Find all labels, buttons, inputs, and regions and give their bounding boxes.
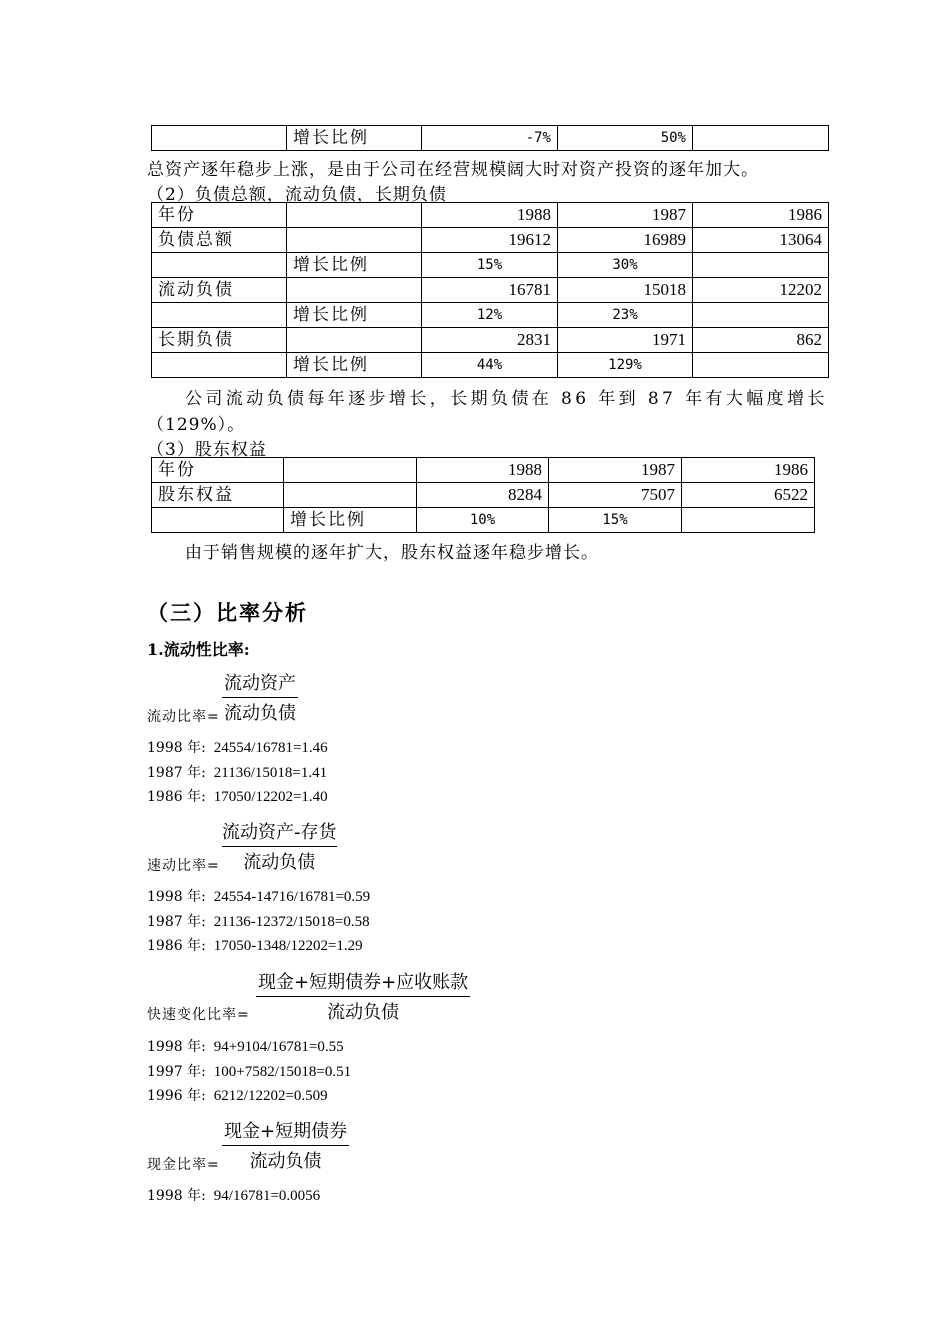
table-cell: 8284: [417, 483, 549, 508]
calculation-year: 1998 年:: [147, 1188, 206, 1204]
table-cell: 30%: [558, 253, 693, 278]
table-cell: 44%: [422, 353, 558, 378]
table-cell: 增长比例: [284, 508, 417, 533]
table-cell: [284, 483, 417, 508]
table-cell: [287, 228, 422, 253]
table-cell: 129%: [558, 353, 693, 378]
calculation-year: 1996 年:: [147, 1088, 206, 1104]
table-cell: 1988: [422, 203, 558, 228]
table-cell: [693, 126, 829, 151]
table-cell: 16781: [422, 278, 558, 303]
calculation-year: 1998 年:: [147, 889, 206, 905]
table-cell: [287, 203, 422, 228]
table-row: [152, 483, 815, 508]
calculation-line: [147, 1061, 351, 1081]
calculation-line: [147, 762, 327, 782]
table-row: [152, 508, 815, 533]
table-cell: [287, 328, 422, 353]
calculation-year: 1986 年:: [147, 789, 206, 805]
calculation-year: 1986 年:: [147, 938, 206, 954]
liabilities-heading: （2）负债总额，流动负债，长期负债: [147, 185, 447, 205]
calculation-value: 24554/16781=1.46: [213, 740, 328, 756]
table-cell: 6522: [682, 483, 815, 508]
calculation-line: [147, 911, 370, 931]
calculation-year: 1987 年:: [147, 764, 206, 781]
fraction-denominator: 流动负债: [327, 1002, 400, 1023]
calculation-year: 1997 年:: [147, 1063, 206, 1080]
quick-ratio-label: 速动比率=: [147, 858, 220, 874]
current-ratio-fraction: [222, 669, 298, 725]
table-cell: 年份: [152, 203, 287, 228]
table-cell: [152, 353, 287, 378]
fraction-denominator: 流动负债: [249, 1151, 322, 1172]
table-cell: 16989: [558, 228, 693, 253]
table-cell: 15%: [549, 508, 682, 533]
table-cell: 12%: [422, 303, 558, 328]
fraction-numerator: 流动资产: [222, 669, 298, 698]
table-cell: 1971: [558, 328, 693, 353]
table-cell: -7%: [422, 126, 558, 151]
table-cell: 增长比例: [287, 303, 422, 328]
table-row: [152, 278, 829, 303]
table-cell: 股东权益: [152, 483, 284, 508]
calculation-value: 17050/12202=1.40: [213, 789, 328, 805]
table-cell: 增长比例: [287, 253, 422, 278]
table-cell: 10%: [417, 508, 549, 533]
subsection-title: 1.流动性比率:: [147, 640, 250, 659]
calculation-line: [147, 1036, 344, 1056]
equity-paragraph: 由于销售规模的逐年扩大，股东权益逐年稳步增长。: [185, 543, 599, 563]
calculation-year: 1987 年:: [147, 913, 206, 930]
fraction-numerator: 现金+短期债券: [222, 1117, 349, 1146]
table-row: [152, 328, 829, 353]
table-cell: [693, 253, 829, 278]
calculation-year: 1998 年:: [147, 740, 206, 756]
table-row: [152, 458, 815, 483]
table-cell: [693, 303, 829, 328]
liabilities-paragraph-line1: 公司流动负债每年逐步增长，长期负债在 86 年到 87 年有大幅度增长: [185, 389, 828, 409]
calculation-value: 6212/12202=0.509: [213, 1088, 328, 1104]
table-cell: 1988: [417, 458, 549, 483]
table-cell: [152, 126, 287, 151]
cash-ratio-fraction: [222, 1117, 349, 1173]
table-cell: 50%: [558, 126, 693, 151]
equity-table: [151, 457, 815, 533]
table-cell: 12202: [693, 278, 829, 303]
table-cell: 23%: [558, 303, 693, 328]
quick-ratio-fraction: [222, 818, 337, 874]
table-row: [152, 203, 829, 228]
calculation-line: [147, 786, 328, 806]
fast-ratio-fraction: [256, 968, 470, 1024]
table-cell: 增长比例: [287, 126, 422, 151]
table-cell: [152, 303, 287, 328]
table-cell: 7507: [549, 483, 682, 508]
table-row: [152, 253, 829, 278]
calculation-value: 100+7582/15018=0.51: [213, 1063, 352, 1080]
table-cell: 增长比例: [287, 353, 422, 378]
calculation-value: 94/16781=0.0056: [213, 1188, 321, 1204]
calculation-line: [147, 1185, 320, 1205]
calculation-line: [147, 737, 328, 757]
equity-heading: （3）股东权益: [147, 440, 267, 460]
table-cell: 13064: [693, 228, 829, 253]
table-cell: 2831: [422, 328, 558, 353]
table-cell: 1986: [693, 203, 829, 228]
table-cell: 长期负债: [152, 328, 287, 353]
table-cell: 负债总额: [152, 228, 287, 253]
table-row: [152, 228, 829, 253]
calculation-year: 1998 年:: [147, 1039, 206, 1055]
table-row: [152, 353, 829, 378]
table-cell: [152, 253, 287, 278]
table-cell: 19612: [422, 228, 558, 253]
calculation-line: [147, 886, 370, 906]
liabilities-paragraph-line2: （129%）。: [147, 415, 246, 435]
table-cell: 15018: [558, 278, 693, 303]
table-row: [152, 303, 829, 328]
calculation-value: 17050-1348/12202=1.29: [213, 938, 363, 954]
table-cell: [693, 353, 829, 378]
assets-growth-table: [151, 125, 829, 151]
fraction-numerator: 现金+短期债券+应收账款: [256, 968, 470, 997]
table-row: [152, 126, 829, 151]
cash-ratio-label: 现金比率=: [147, 1157, 220, 1173]
current-ratio-label: 流动比率=: [147, 709, 220, 725]
table-cell: 年份: [152, 458, 284, 483]
table-cell: [682, 508, 815, 533]
calculation-value: 21136/15018=1.41: [213, 764, 328, 781]
fraction-denominator: 流动负债: [224, 703, 296, 724]
fraction-numerator: 流动资产-存货: [222, 818, 337, 847]
liabilities-table: [151, 202, 829, 378]
table-cell: 流动负债: [152, 278, 287, 303]
table-cell: [284, 458, 417, 483]
fast-ratio-label: 快速变化比率=: [147, 1007, 250, 1023]
table-cell: 1987: [558, 203, 693, 228]
calculation-line: [147, 1085, 328, 1105]
fraction-denominator: 流动负债: [243, 852, 316, 873]
table-cell: [287, 278, 422, 303]
table-cell: 1987: [549, 458, 682, 483]
table-cell: [152, 508, 284, 533]
calculation-line: [147, 935, 363, 955]
calculation-value: 21136-12372/15018=0.58: [213, 913, 370, 930]
section-title: （三）比率分析: [147, 600, 308, 625]
table-cell: 1986: [682, 458, 815, 483]
table-cell: 15%: [422, 253, 558, 278]
calculation-value: 94+9104/16781=0.55: [213, 1039, 344, 1055]
table-cell: 862: [693, 328, 829, 353]
assets-paragraph: 总资产逐年稳步上涨，是由于公司在经营规模阔大时对资产投资的逐年加大。: [147, 160, 759, 180]
calculation-value: 24554-14716/16781=0.59: [213, 889, 371, 905]
